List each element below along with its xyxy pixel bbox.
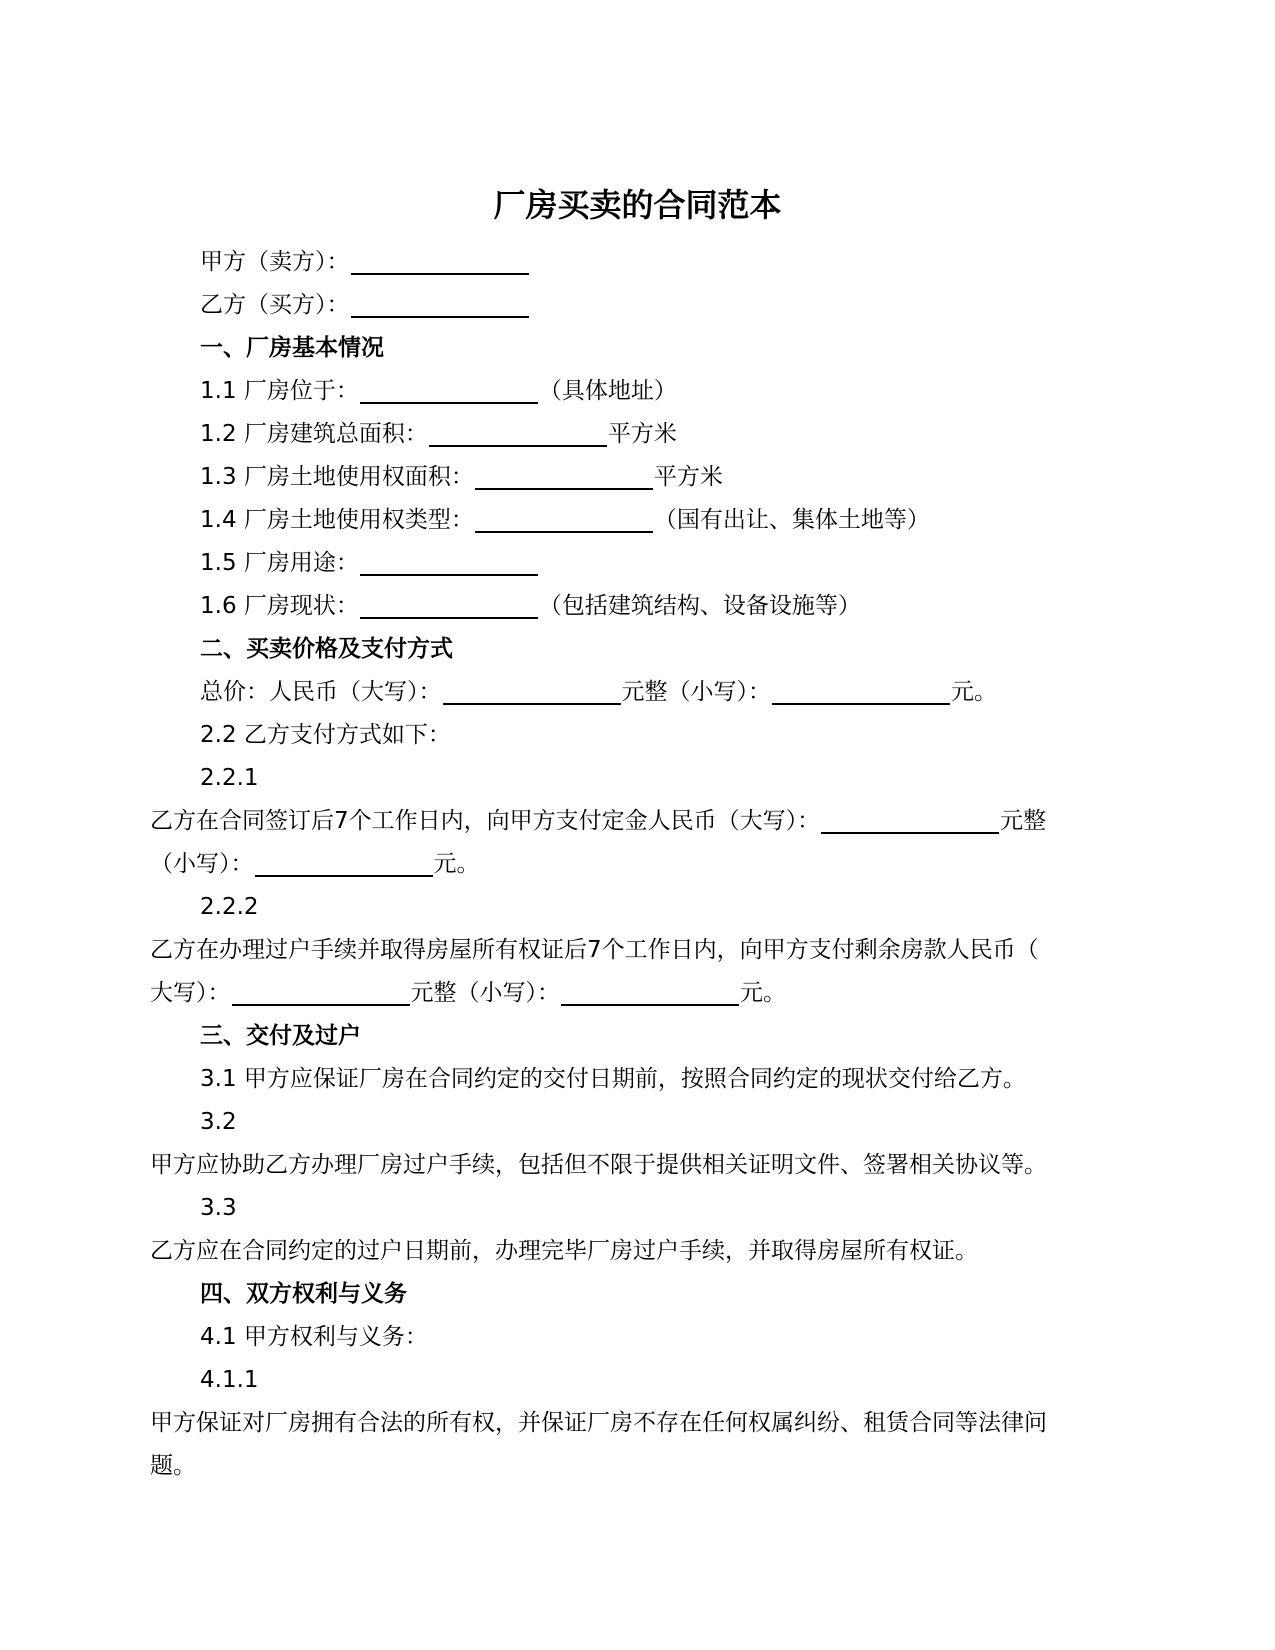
clause-4-1: 4.1 甲方权利与义务： — [200, 1324, 428, 1350]
clause-text: 大写）： — [150, 980, 231, 1006]
section-heading-4: 四、双方权利与义务 — [200, 1281, 407, 1307]
deposit-lowercase-blank[interactable] — [255, 851, 433, 877]
clause-text: （小写）： — [150, 851, 254, 877]
clause-text: 1.5 厂房用途： — [200, 550, 359, 576]
clause-text: 1.3 厂房土地使用权面积： — [200, 464, 474, 490]
section-heading-1: 一、厂房基本情况 — [200, 335, 384, 361]
clause-1-4 — [150, 499, 1130, 542]
building-area-blank[interactable] — [429, 421, 607, 447]
balance-lowercase-blank[interactable] — [561, 980, 739, 1006]
clause-1-6 — [150, 585, 1130, 628]
clause-text: 元整（小写）： — [621, 679, 771, 705]
clause-1-2 — [150, 413, 1130, 456]
usage-blank[interactable] — [360, 550, 538, 576]
clause-4-1-1-cont: 题。 — [150, 1453, 196, 1479]
total-price-line — [150, 671, 1130, 714]
address-blank[interactable] — [360, 378, 538, 404]
party-a-line — [150, 241, 1130, 284]
clause-text: 1.4 厂房土地使用权类型： — [200, 507, 474, 533]
clause-1-5 — [150, 542, 1130, 585]
clause-4-1-1-text: 甲方保证对厂房拥有合法的所有权，并保证厂房不存在任何权属纠纷、租赁合同等法律问 — [150, 1410, 1047, 1436]
document-title: 厂房买卖的合同范本 — [493, 186, 782, 224]
unit-label: 元。 — [951, 679, 997, 705]
clause-number: 4.1.1 — [200, 1367, 259, 1393]
clause-1-1 — [150, 370, 1130, 413]
clause-text: 总价：人民币（大写）： — [200, 679, 442, 705]
party-b-blank[interactable] — [351, 292, 529, 318]
clause-number: 3.3 — [200, 1195, 237, 1221]
unit-label: 平方米 — [653, 464, 723, 490]
land-area-blank[interactable] — [475, 464, 653, 490]
clause-2-2-1-cont — [150, 843, 1130, 886]
condition-blank[interactable] — [360, 593, 538, 619]
party-b-line — [150, 284, 1130, 327]
clause-text: 1.1 厂房位于： — [200, 378, 359, 404]
clause-3-1: 3.1 甲方应保证厂房在合同约定的交付日期前，按照合同约定的现状交付给乙方。 — [200, 1066, 1026, 1092]
deposit-uppercase-blank[interactable] — [821, 808, 999, 834]
clause-1-3 — [150, 456, 1130, 499]
clause-number: 2.2.2 — [200, 894, 259, 920]
clause-text: 元整 — [1000, 808, 1047, 834]
clause-note: （具体地址） — [538, 378, 677, 404]
clause-text: 元整（小写）： — [410, 980, 560, 1006]
clause-text: 1.2 厂房建筑总面积： — [200, 421, 428, 447]
clause-2-2-2-cont — [150, 972, 1130, 1015]
unit-label: 平方米 — [607, 421, 677, 447]
party-a-blank[interactable] — [351, 249, 529, 275]
contract-body — [150, 241, 1130, 1488]
price-uppercase-blank[interactable] — [443, 679, 621, 705]
unit-label: 元。 — [740, 980, 786, 1006]
land-type-blank[interactable] — [475, 507, 653, 533]
clause-3-2-text: 甲方应协助乙方办理厂房过户手续，包括但不限于提供相关证明文件、签署相关协议等。 — [150, 1152, 1047, 1178]
clause-number: 2.2.1 — [200, 765, 259, 791]
party-b-label: 乙方（买方）： — [200, 292, 350, 318]
clause-text: 乙方在合同签订后7个工作日内，向甲方支付定金人民币（大写）： — [150, 808, 821, 834]
unit-label: 元。 — [433, 851, 480, 877]
clause-2-2-1-text — [150, 800, 1130, 843]
balance-uppercase-blank[interactable] — [232, 980, 410, 1006]
clause-note: （包括建筑结构、设备设施等） — [538, 593, 861, 619]
clause-note: （国有出让、集体土地等） — [653, 507, 930, 533]
clause-3-3-text: 乙方应在合同约定的过户日期前，办理完毕厂房过户手续，并取得房屋所有权证。 — [150, 1238, 978, 1264]
clause-2-2-2-text: 乙方在办理过户手续并取得房屋所有权证后7个工作日内，向甲方支付剩余房款人民币（ — [150, 937, 1039, 963]
clause-number: 3.2 — [200, 1109, 237, 1135]
price-lowercase-blank[interactable] — [772, 679, 950, 705]
party-a-label: 甲方（卖方）： — [200, 249, 350, 275]
clause-text: 1.6 厂房现状： — [200, 593, 359, 619]
section-heading-3: 三、交付及过户 — [200, 1023, 361, 1049]
section-heading-2: 二、买卖价格及支付方式 — [200, 636, 453, 662]
clause-2-2: 2.2 乙方支付方式如下： — [200, 722, 451, 748]
